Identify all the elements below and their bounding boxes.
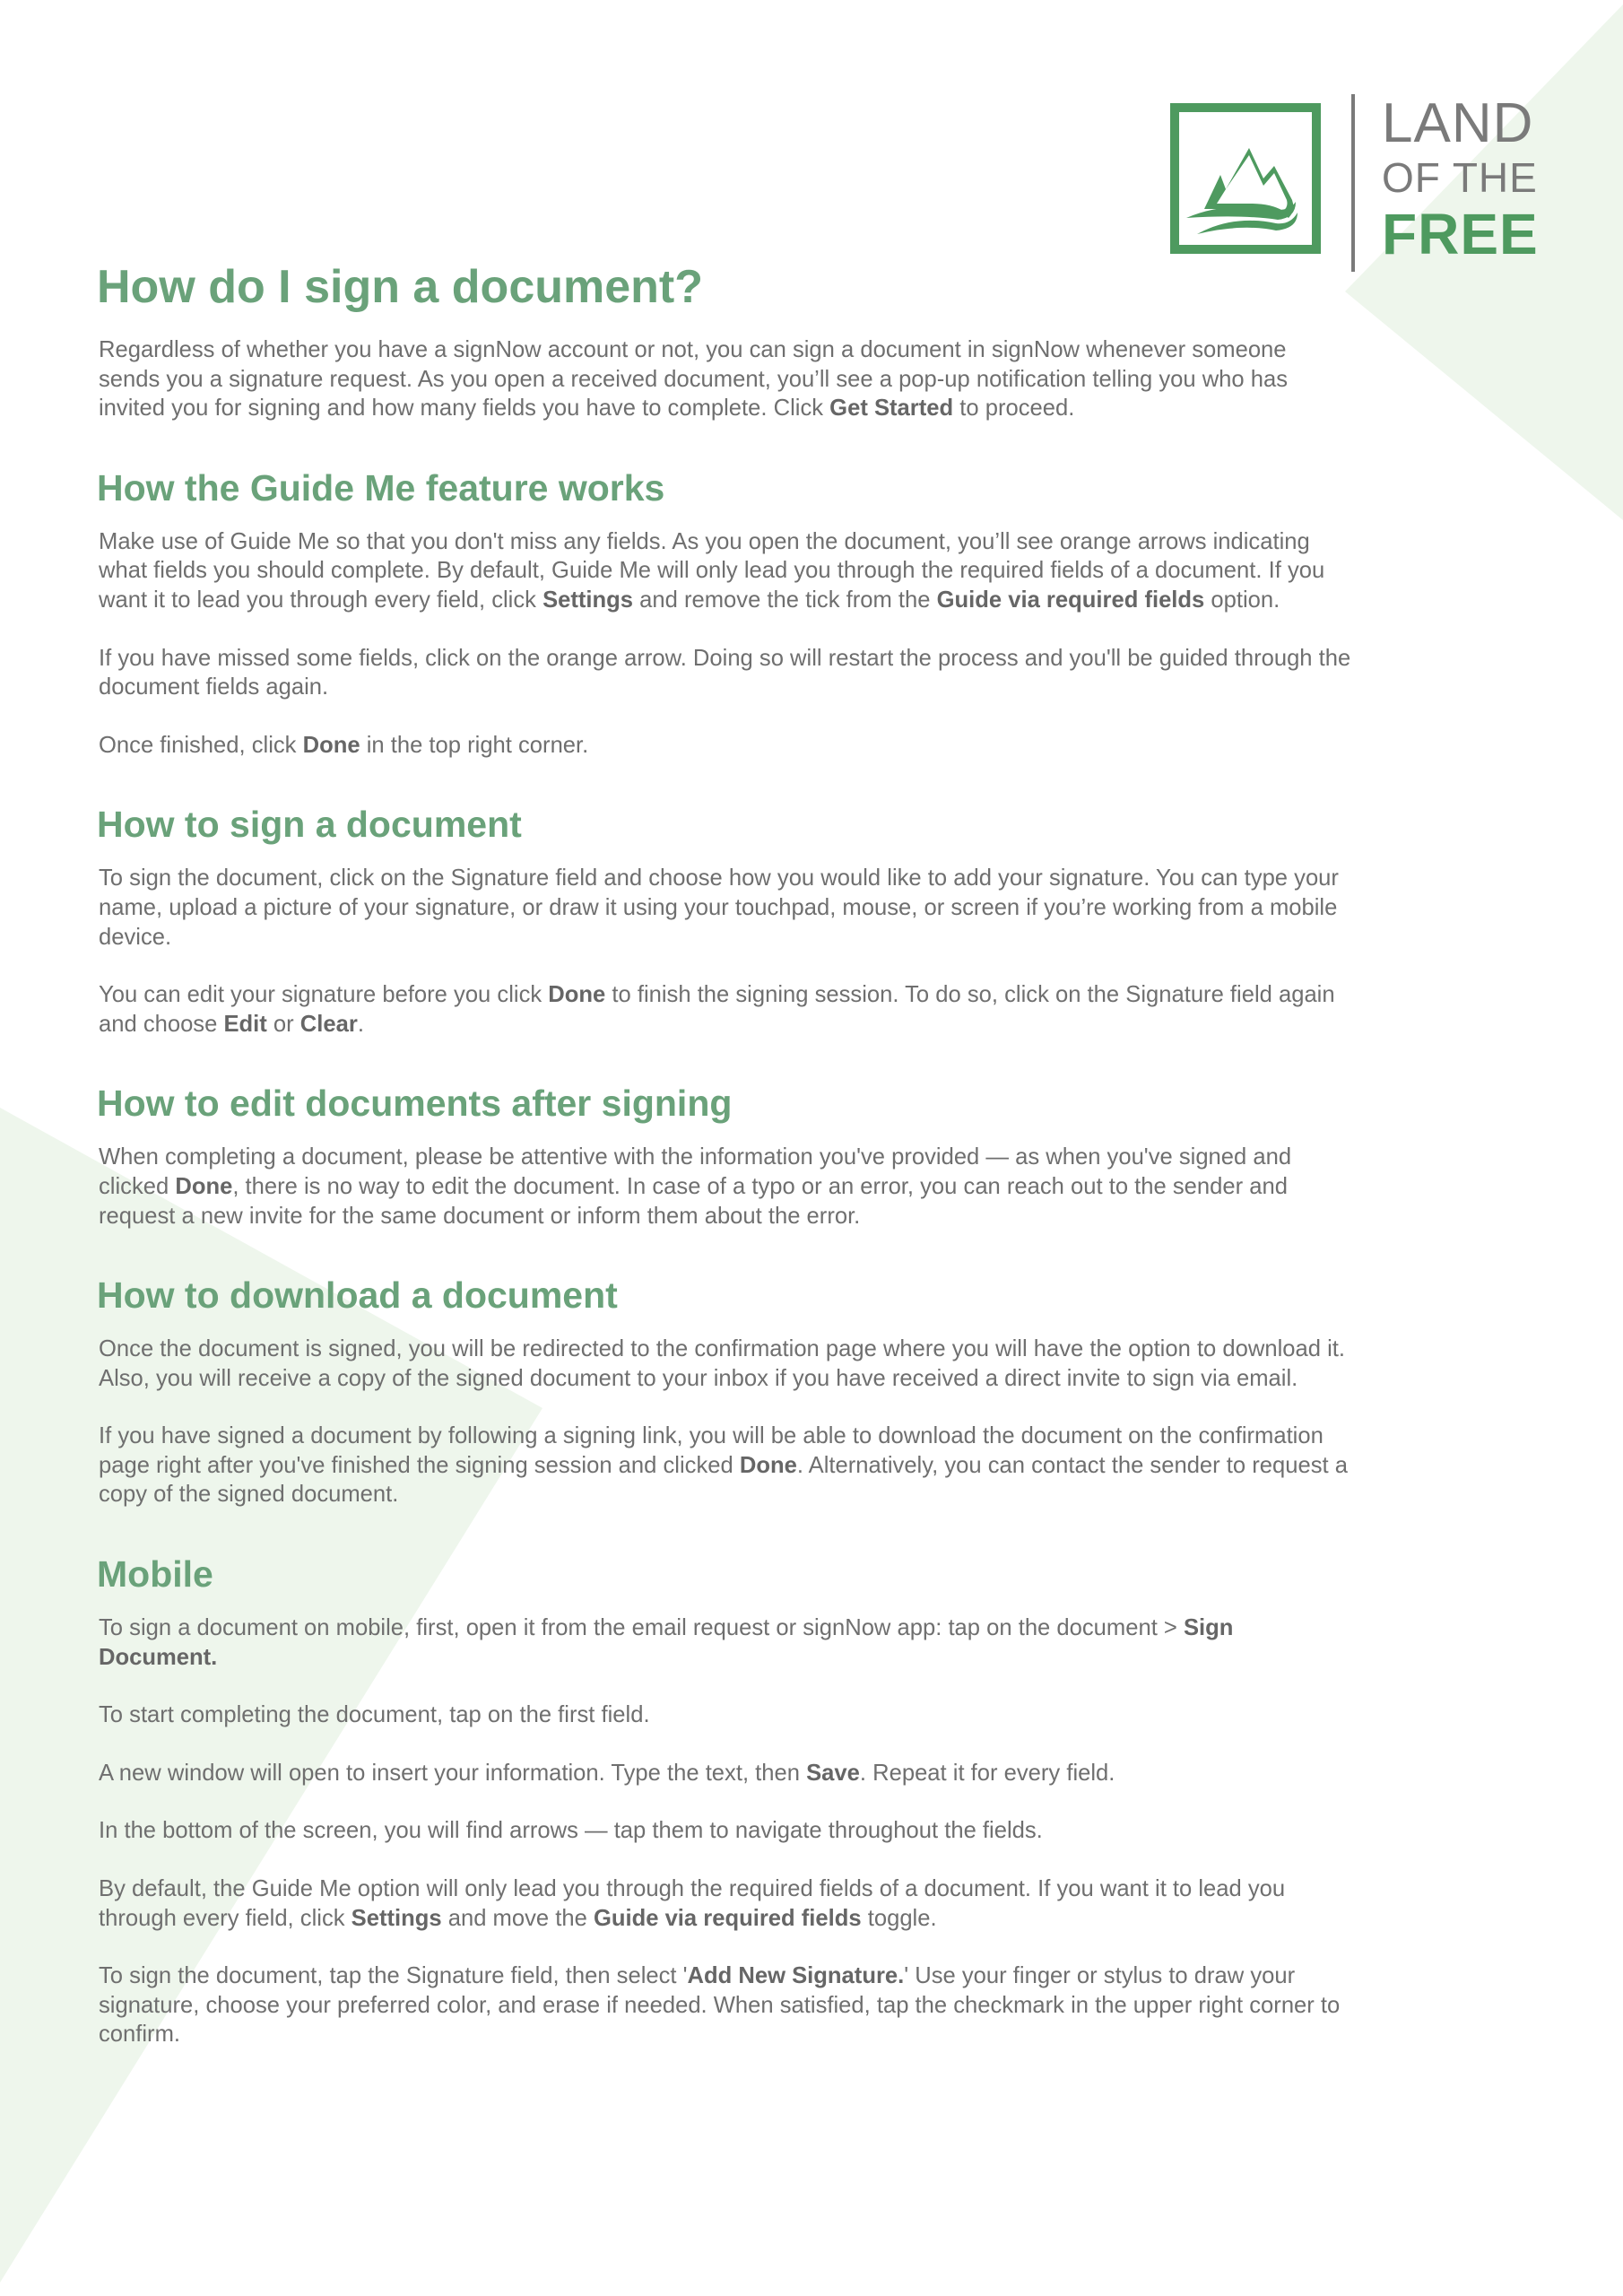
section-mobile — [97, 1551, 1352, 2049]
logo — [1170, 94, 1538, 274]
logo-wordmark — [1382, 92, 1539, 266]
paragraph: A new window will open to insert your information. Type the text, then Save. Repeat it for every field. — [99, 1760, 1115, 1786]
emphasis-text: Sign Document. — [99, 1615, 1234, 1670]
logo-line-of-the: OF THE — [1382, 154, 1538, 201]
logo-line-free: FREE — [1382, 202, 1539, 266]
section-edit-after-signing — [97, 1080, 1352, 1231]
section-heading: How to download a document — [97, 1274, 618, 1317]
emphasis-text: Settings — [542, 587, 634, 613]
paragraph: To start completing the document, tap on the first field. — [99, 1702, 650, 1728]
emphasis-text: Settings — [351, 1905, 442, 1931]
section-heading: Mobile — [97, 1553, 213, 1596]
section-heading: How to edit documents after signing — [97, 1083, 733, 1125]
paragraph: When completing a document, please be attentive with the information you've provided — as when you've signed and clicked Done, there is no way to edit the document. In case of a typo or an error, you can reach out to the sender and request a new invite for the same document or inform them about the error. — [99, 1144, 1292, 1229]
mountain-river-icon — [1170, 103, 1321, 254]
logo-divider — [1351, 94, 1355, 272]
intro-paragraph: Regardless of whether you have a signNow account or not, you can sign a document in signNow whenever someone sends you a signature request. As you open a received document, you’ll see a pop-up notification telling you who has invited you for signing and how many fields you have to complete. Click Get Started to proceed. — [99, 337, 1289, 422]
emphasis-text: Get Started — [829, 396, 954, 422]
section-heading: How the Guide Me feature works — [97, 466, 665, 509]
emphasis-text: Clear — [299, 1011, 358, 1037]
paragraph: To sign the document, click on the Signature field and choose how you would like to add your signature. You can type your name, upload a picture of your signature, or draw it using your touchpad, mouse, or screen if you’re working from a mobile device. — [99, 865, 1339, 950]
emphasis-text: Edit — [223, 1011, 267, 1037]
paragraph: Make use of Guide Me so that you don't miss any fields. As you open the document, you’ll see orange arrows indicating what fields you should complete. By default, Guide Me will only lead you through the required fields of a document. If you want it to lead you through every field, click Settings and remove the tick from the Guide via required fields option. — [99, 528, 1325, 613]
emphasis-text: Save — [806, 1760, 860, 1786]
intro-section — [97, 335, 1352, 423]
paragraph: In the bottom of the screen, you will find arrows — tap them to navigate throughout the fields. — [99, 1818, 1043, 1844]
paragraph: By default, the Guide Me option will only lead you through the required fields of a document. If you want it to lead you through every field, click Settings and move the Guide via required fields toggle. — [99, 1876, 1286, 1931]
emphasis-text: Add New Signature. — [687, 1963, 905, 1989]
paragraph: Once finished, click Done in the top right corner. — [99, 732, 589, 758]
section-guide-me — [97, 465, 1352, 761]
emphasis-text: Done — [739, 1452, 797, 1478]
paragraph: If you have signed a document by following a signing link, you will be able to download the document on the confirmation page right after you've finished the signing session and clicked Done. Alternatively, you can contact the sender to request a copy of the signed document. — [99, 1423, 1348, 1508]
section-heading: How to sign a document — [97, 804, 522, 846]
emphasis-text: Done — [548, 982, 606, 1008]
document-body — [97, 258, 1352, 2091]
emphasis-text: Guide via required fields — [936, 587, 1205, 613]
page-title: How do I sign a document? — [97, 261, 703, 313]
section-sign-document — [97, 801, 1352, 1039]
emphasis-text: Done — [302, 732, 360, 758]
section-download-document — [97, 1272, 1352, 1509]
paragraph: To sign the document, tap the Signature field, then select 'Add New Signature.' Use your finger or stylus to draw your signature, choose your preferred color, and erase if needed. When satisfied, tap the checkmark in the upper right corner to confirm. — [99, 1963, 1341, 2048]
emphasis-text: Done — [175, 1173, 233, 1199]
emphasis-text: Guide via required fields — [593, 1905, 862, 1931]
paragraph: If you have missed some fields, click on the orange arrow. Doing so will restart the process and you'll be guided through the document fields again. — [99, 645, 1351, 700]
logo-line-land: LAND — [1382, 92, 1534, 154]
paragraph: To sign a document on mobile, first, open it from the email request or signNow app: tap on the document > Sign Document. — [99, 1615, 1234, 1670]
paragraph: Once the document is signed, you will be redirected to the confirmation page where you will have the option to download it. Also, you will receive a copy of the signed document to your inbox if you have received a direct invite to sign via email. — [99, 1336, 1345, 1391]
paragraph: You can edit your signature before you click Done to finish the signing session. To do so, click on the Signature field again and choose Edit or Clear. — [99, 982, 1335, 1037]
